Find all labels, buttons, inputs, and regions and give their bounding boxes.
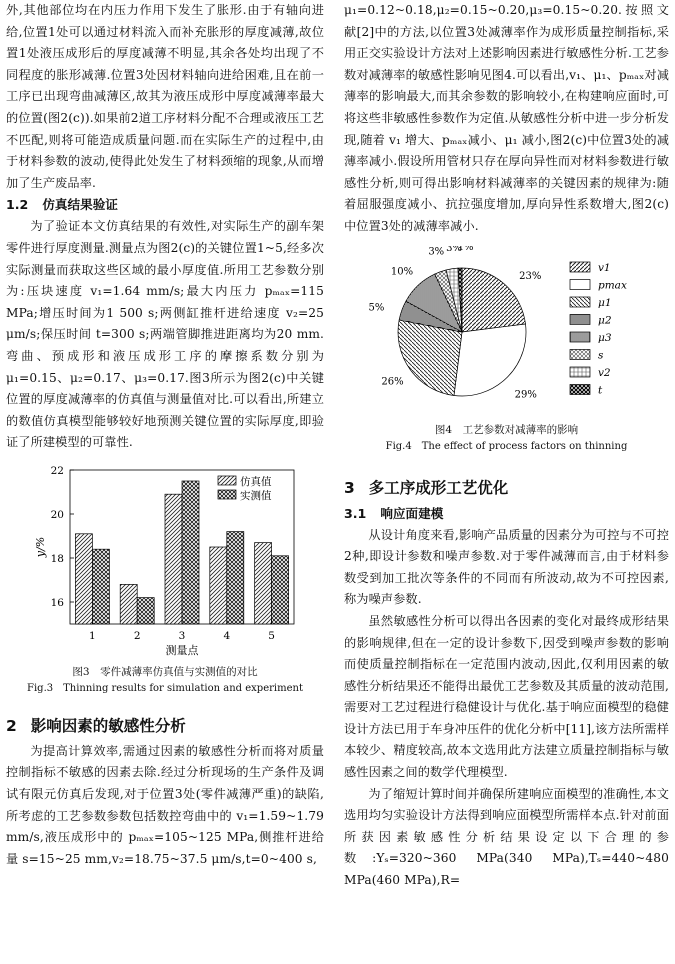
fig3-bar — [92, 549, 109, 624]
fig4-legend-swatch — [570, 349, 590, 359]
fig4-legend-label: t — [598, 384, 603, 397]
fig4-legend-swatch — [570, 314, 590, 324]
left-para-top: 外,其他部位均在内压力作用下发生了胀形.由于有轴向进给,位置1处可以通过材料流入而补充胀形的厚度减薄,故位置1处液压成形后的厚度减薄不明显,其余各处均出现了不同程度的胀形减薄.位置3处因材料轴向进给困难,且在前一工序已出现弯曲减薄区,故其为液压成形中厚度减薄率最大的位置(图2(c)).如果前2道工序材料分配不合理或液压工艺不匹配,则将可能造成质量问题.而在实际生产的过程中,由于材料参数的波动,使得此处发生了材料颈缩的现象,从而增加了生产废品率. — [6, 3, 324, 190]
fig3-caption-en: Fig.3 Thinning results for simulation and experiment — [27, 682, 303, 694]
fig3-bar — [120, 584, 137, 624]
fig4-legend-label: μ2 — [598, 314, 612, 327]
fig3-bar — [75, 534, 92, 624]
fig3-xlabel: 测量点 — [165, 643, 199, 657]
fig4-legend-label: μ3 — [598, 331, 612, 344]
fig3-legend-swatch — [218, 490, 236, 499]
fig4-legend-swatch — [570, 262, 590, 272]
fig4-legend-label: pmax — [598, 279, 627, 292]
figure-3 — [6, 464, 324, 697]
fig3-ytick-label: 16 — [50, 596, 64, 609]
fig4-percent-label: 10% — [390, 266, 414, 278]
fig3-xtick-label: 2 — [133, 629, 141, 642]
section-2-title: 影响因素的敏感性分析 — [30, 716, 186, 735]
fig4-slice — [462, 268, 525, 332]
fig3-bar — [137, 597, 154, 623]
section-2-heading — [6, 711, 324, 741]
fig3-ytick-label: 18 — [50, 552, 64, 565]
fig3-bar — [227, 531, 244, 623]
fig3-legend-swatch — [218, 476, 236, 485]
fig4-percent-label: 26% — [381, 376, 404, 388]
sensitivity-paragraph: 为提高计算效率,需通过因素的敏感性分析而将对质量控制指标不敏感的因素去除.经过分析现场的生产条件及调试有限元仿真后发现,对于位置3处(零件减薄严重)的缺陷,所考虑的工艺参数参数包括数控弯曲中的 v₁=1.59~1.79 mm/s,液压成形中的 pₘₐₓ=105~125 MPa,侧推杆进给量 s=15~25 mm,v₂=18.75~37.5 μm/s,t=0~400 s, — [6, 743, 324, 866]
fig3-bar — [165, 494, 182, 624]
section-1-2-number: 1.2 — [6, 197, 29, 213]
verification-paragraph: 为了验证本文仿真结果的有效性,对实际生产的副车架零件进行厚度测量.测量点为图2(c)的关键位置1~5,经多次实际测量而获取这些区域的最小厚度值.所用工艺参数分别为:压块速度 v₁=1.64 mm/s;最大内压力 pₘₐₓ=115 MPa;增压时间为1 500 s;两侧缸推杆进给速度 v₂=25 μm/s;保压时间 t=300 s;两端管脚推进距离均为20 mm.弯曲、预成形和液压成形工序的摩擦系数分别为 μ₁=0.15、μ₂=0.17、μ₃=0.17.图3所示为图2(c)中关键位置的厚度减薄率的仿真值与测量值对比.可以看出,所建立的数值仿真模型能够较好地预测关键位置的实际厚度,即验证了所建模型的可靠性. — [6, 219, 324, 450]
section-3-1-number: 3.1 — [344, 505, 367, 521]
fig3-bar — [255, 542, 272, 623]
fig3-bar — [210, 547, 227, 624]
left-column — [6, 0, 324, 870]
fig3-xtick-label: 4 — [223, 629, 231, 642]
section-1-2-heading — [6, 194, 324, 216]
fig4-legend-label: μ1 — [598, 296, 612, 309]
section-3-number: 3 — [344, 478, 355, 497]
rsm-paragraph-2: 虽然敏感性分析可以得出各因素的变化对最终成形结果的影响规律,但在一定的设计参数下,因受到噪声参数的影响而使质量控制指标在一定范围内波动,因此,仅利用因素的敏感性分析结果还不能得出最优工艺参数及其质量的波动范围,需要对工艺过程进行稳健设计与优化.基于响应面模型的稳健设计方法已用于车身冲压件的优化分析中[11],该方法所需样本较少、精度较高,故本文选用此方法建立质量控制指标与敏感性因素之间的数学代理模型. — [344, 613, 669, 780]
section-3-1-title: 响应面建模 — [380, 505, 444, 521]
section-1-2-title: 仿真结果验证 — [42, 197, 118, 213]
fig3-legend-label: 仿真值 — [240, 475, 272, 488]
fig3-bar-chart — [6, 464, 324, 660]
fig4-legend-swatch — [570, 384, 590, 394]
fig4-legend-swatch — [570, 367, 590, 377]
section-3-1-heading — [344, 503, 669, 525]
fig3-xtick-label: 3 — [178, 629, 186, 642]
right-para-top: μ₁=0.12~0.18,μ₂=0.15~0.20,μ₃=0.15~0.20.按照文献[2]中的方法,以位置3处减薄率作为成形质量控制指标,采用正交实验设计方法对上述影响因素进行敏感性分析.工艺参数对减薄率的敏感性影响见图4.可以看出,v₁、μ₁、pₘₐₓ对减薄率的影响最大,而其余参数的影响较小,在构建响应面时,可将这些非敏感性参数作为定值.从敏感性分析中进一步分析发现,随着 v₁ 增大、pₘₐₓ减小、μ₁ 减小,图2(c)中位置3处的减薄率减小.假设所用管材只存在厚向异性而对材料参数进行敏感性分析,则可得出影响材料减薄率的关键因素的规律为:随着屈服强度减小、抗拉强度增加,厚向异性系数增大,图2(c)中位置3处的减薄率减小. — [344, 3, 669, 233]
section-3-heading — [344, 473, 669, 503]
fig3-ylabel: y/% — [34, 536, 47, 558]
fig3-ytick-label: 22 — [50, 464, 64, 477]
fig4-percent-label: 5% — [368, 301, 385, 313]
fig4-percent-label: 1% — [457, 245, 474, 253]
fig4-legend-swatch — [570, 279, 590, 289]
section-3-title: 多工序成形工艺优化 — [368, 478, 509, 497]
fig4-legend-swatch — [570, 332, 590, 342]
fig4-slice — [454, 324, 526, 396]
fig4-legend-label: s — [598, 349, 604, 362]
fig4-caption-en: Fig.4 The effect of process factors on thinning — [385, 440, 628, 452]
rsm-paragraph-1: 从设计角度来看,影响产品质量的因素分为可控与不可控2种,即设计参数和噪声参数.对于零件减薄而言,由于材料参数受到加工批次等条件的不同而有所波动,故为不可控因素,称为噪声参数. — [344, 527, 669, 607]
right-column — [344, 0, 669, 892]
fig4-percent-label: 29% — [514, 389, 537, 401]
fig4-percent-label: 23% — [519, 270, 542, 282]
rsm-paragraph-3: 为了缩短计算时间并确保所建响应面模型的准确性,本文选用均匀实验设计方法得到响应面模型所需样本点.针对前面所获因素敏感性分析结果设定以下合理的参数:Yₛ=320~360 MPa(340 MPa),Tₛ=440~480 MPa(460 MPa),R= — [344, 786, 669, 888]
fig4-legend-label: v1 — [598, 261, 611, 274]
fig4-legend-label: v2 — [598, 366, 611, 379]
fig4-legend-swatch — [570, 297, 590, 307]
fig4-caption-cn: 图4 工艺参数对减薄率的影响 — [434, 423, 579, 436]
fig4-pie-chart — [344, 246, 669, 418]
fig3-xtick-label: 5 — [268, 629, 275, 642]
fig3-ytick-label: 20 — [50, 508, 64, 521]
fig4-slice — [398, 320, 462, 395]
fig3-legend-label: 实测值 — [240, 489, 272, 502]
fig3-xtick-label: 1 — [89, 629, 96, 642]
figure-4 — [344, 246, 669, 455]
fig3-bar — [182, 481, 199, 624]
fig4-percent-label: 3% — [428, 246, 445, 258]
fig3-bar — [272, 556, 289, 624]
fig4-percent-label: 3% — [446, 245, 463, 254]
fig3-caption-cn: 图3 零件减薄率仿真值与实测值的对比 — [72, 665, 258, 678]
section-2-number: 2 — [6, 716, 17, 735]
